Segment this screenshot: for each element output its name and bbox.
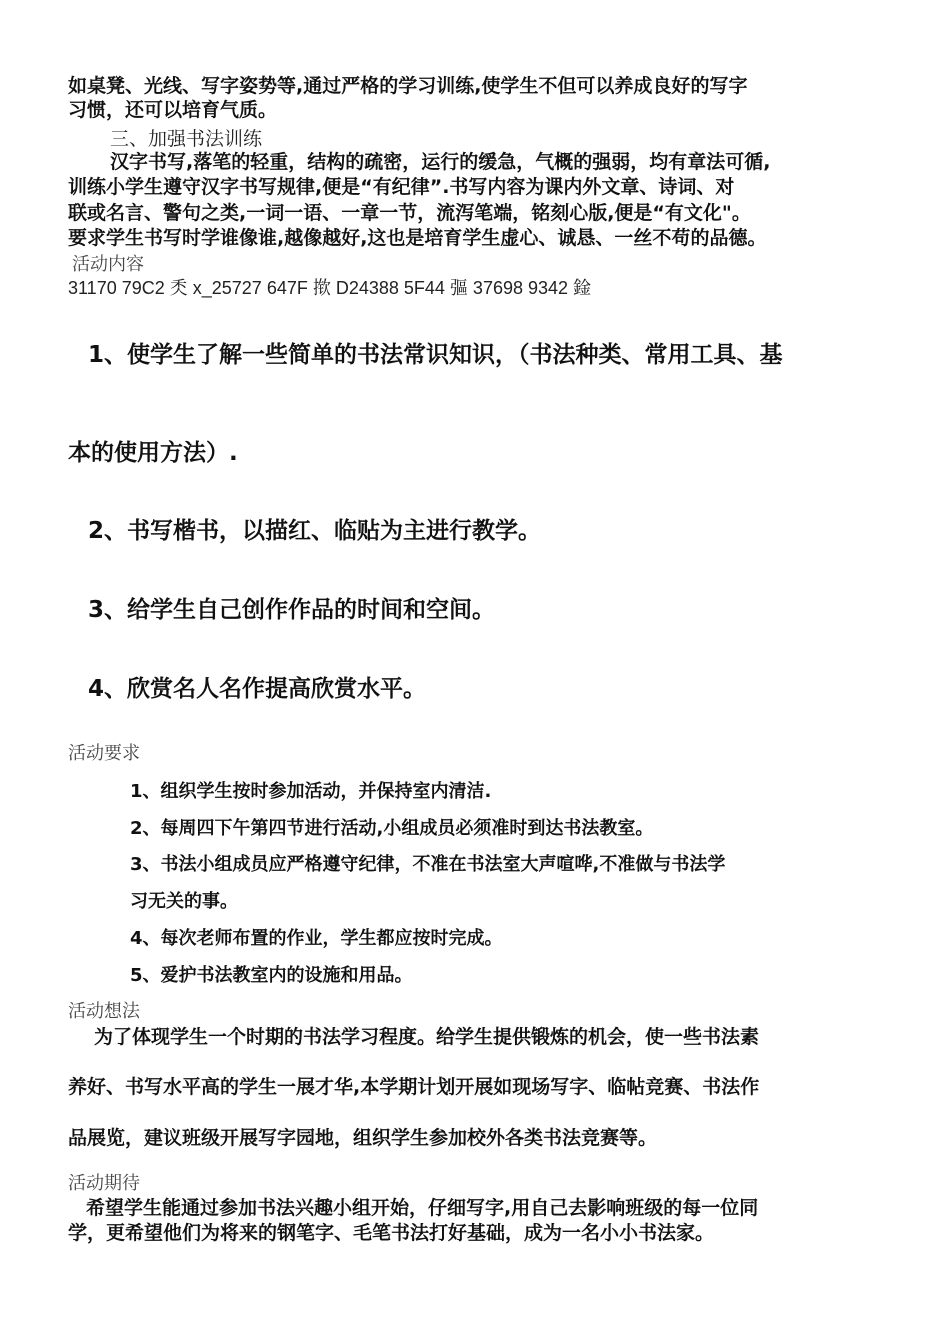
ideas-line-1: 为了体现学生一个时期的书法学习程度。给学生提供锻炼的机会，使一些书法素 [94,1026,760,1048]
content-item-4: 4、欣赏名人名作提高欣赏水平。 [88,676,427,702]
section-3-title: 三、加强书法训练 [110,128,263,150]
requirement-item-3-line-1: 3、书法小组成员应严格遵守纪律，不准在书法室大声喧哗,不准做与书法学 [130,854,726,875]
requirement-item-3-line-2: 习无关的事。 [130,891,238,912]
content-item-2: 2、书写楷书，以描红、临贴为主进行教学。 [88,518,542,544]
content-item-1-line-2: 本的使用方法）. [68,440,238,466]
expectations-label: 活动期待 [68,1173,140,1194]
intro-line-2: 习惯，还可以培育气质。 [68,99,278,121]
expectations-line-2: 学，更希望他们为将来的钢笔字、毛笔书法打好基础，成为一名小小书法家。 [68,1222,715,1244]
ideas-line-2: 养好、书写水平高的学生一展才华,本学期计划开展如现场写字、临帖竞赛、书法作 [68,1076,760,1098]
content-item-1-line-1: 1、使学生了解一些简单的书法常识知识，（书法种类、常用工具、基 [88,342,783,368]
content-item-3: 3、给学生自己创作作品的时间和空间。 [88,597,496,623]
content-codes: 31170 79C2 秂 x_25727 647F 揿 D24388 5F44 彄 37698 9342 鍂 [68,278,592,298]
intro-line-1: 如桌凳、光线、写字姿势等,通过严格的学习训练,使学生不但可以养成良好的写字 [68,75,748,97]
requirement-item-4: 4、每次老师布置的作业，学生都应按时完成。 [130,928,503,949]
requirement-item-2: 2、每周四下午第四节进行活动,小组成员必须准时到达书法教室。 [130,818,654,839]
intro-line-6: 要求学生书写时学谁像谁,越像越好,这也是培育学生虚心、诚恳、一丝不苟的品德。 [68,227,767,249]
intro-line-5: 联或名言、警句之类,一词一语、一章一节，流泻笔端，铭刻心版,便是“有文化"。 [68,202,751,224]
ideas-line-3: 品展览，建议班级开展写字园地，组织学生参加校外各类书法竞赛等。 [68,1127,658,1149]
requirement-item-1: 1、组织学生按时参加活动，并保持室内清洁. [130,781,492,802]
content-label: 活动内容 [72,254,144,275]
ideas-label: 活动想法 [68,1001,140,1022]
requirement-item-5: 5、爱护书法教室内的设施和用品。 [130,965,413,986]
intro-line-4: 训练小学生遵守汉字书写规律,便是“有纪律”.书写内容为课内外文章、诗词、对 [68,176,735,198]
requirements-label: 活动要求 [68,743,140,764]
expectations-line-1: 希望学生能通过参加书法兴趣小组开始，仔细写字,用自己去影响班级的每一位同 [86,1197,759,1219]
intro-line-3: 汉字书写,落笔的轻重，结构的疏密，运行的缓急，气概的强弱，均有章法可循, [110,151,771,173]
